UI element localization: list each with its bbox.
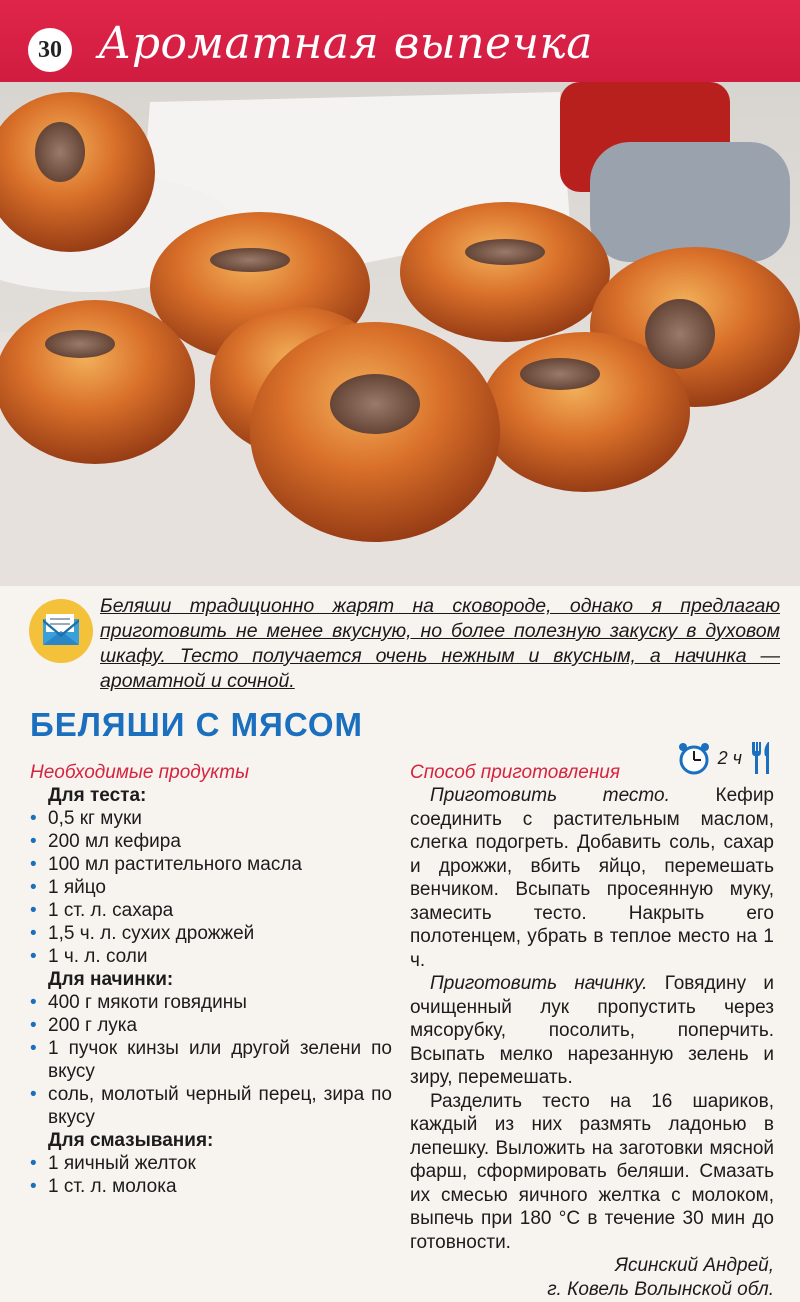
method-steps (410, 784, 774, 1254)
author-place: г. Ковель Волынской обл. (547, 1279, 774, 1300)
step-paragraph (410, 972, 774, 1090)
glaze-list (30, 1152, 392, 1198)
step-lead: Приготовить тесто. (430, 785, 670, 806)
list-item: • 1 ч. л. соли (30, 945, 392, 968)
dough-heading: Для теста: (48, 785, 147, 806)
step-paragraph (410, 784, 774, 972)
list-item: • 400 г мякоти говядины (30, 991, 392, 1014)
envelope-icon (28, 598, 94, 664)
step-paragraph (410, 1090, 774, 1255)
step-text: Говядину и очищенный лук пропустить через мясорубку, посолить, поперчить. Всыпать мелко нарезанную зелень и зиру, перемешать. (410, 973, 774, 1088)
list-item: • 1 ст. л. сахара (30, 899, 392, 922)
list-item: • 1 яичный желток (30, 1152, 392, 1175)
list-item: • 1,5 ч. л. сухих дрожжей (30, 922, 392, 945)
list-item: • 1 пучок кинзы или другой зелени по вкусу (30, 1037, 392, 1083)
ingredients-column (30, 762, 392, 1198)
filling-heading: Для начинки: (48, 969, 174, 990)
list-item: • 200 г лука (30, 1014, 392, 1037)
step-lead: Приготовить начинку. (430, 973, 648, 994)
cooking-time (676, 740, 774, 776)
cutlery-icon (748, 740, 774, 776)
cooking-time-label: 2 ч (717, 747, 742, 768)
section-title: Ароматная выпечка (98, 18, 593, 69)
intro-text: Беляши традиционно жарят на сковороде, однако я предлагаю приготовить не менее вкусную, но более полезную закуску в духовом шкафу. Тесто получается очень нежным и вкусным, а начинка — ароматной и сочной. (100, 595, 780, 692)
glaze-heading: Для смазывания: (48, 1130, 214, 1151)
ingredients-heading: Необходимые продукты (30, 762, 250, 783)
belyashi-photo (0, 82, 800, 586)
list-item: • 1 ст. л. молока (30, 1175, 392, 1198)
page-header (0, 0, 800, 82)
recipe-title: БЕЛЯШИ С МЯСОМ (30, 706, 364, 743)
step-text: Разделить тесто на 16 шариков, каждый из них размять ладонью в лепешку. Выложить на заготовки мясной фарш, сформировать беляши. Смазать их смесью яичного желтка с молоком, выпечь при 180 °С в течение 30 мин до готовности. (410, 1090, 774, 1253)
step-text: Кефир соединить с растительным маслом, слегка подогреть. Добавить соль, сахар и дрожжи, вбить яйцо, перемешать венчиком. Всыпать просеянную муку, замесить тесто. Накрыть его полотенцем, убрать в теплое место на 1 ч. (410, 785, 774, 971)
list-item: • 100 мл растительного масла (30, 853, 392, 876)
alarm-clock-icon (676, 740, 712, 776)
list-item: • 0,5 кг муки (30, 807, 392, 830)
dough-list (30, 807, 392, 968)
filling-list (30, 991, 392, 1129)
list-item: • 200 мл кефира (30, 830, 392, 853)
author-name: Ясинский Андрей, (615, 1255, 774, 1276)
page-number-badge: 30 (28, 28, 72, 72)
list-item: • 1 яйцо (30, 876, 392, 899)
method-heading: Способ приготовления (410, 762, 621, 783)
method-column (410, 747, 774, 1302)
list-item: • соль, молотый черный перец, зира по вкусу (30, 1083, 392, 1129)
